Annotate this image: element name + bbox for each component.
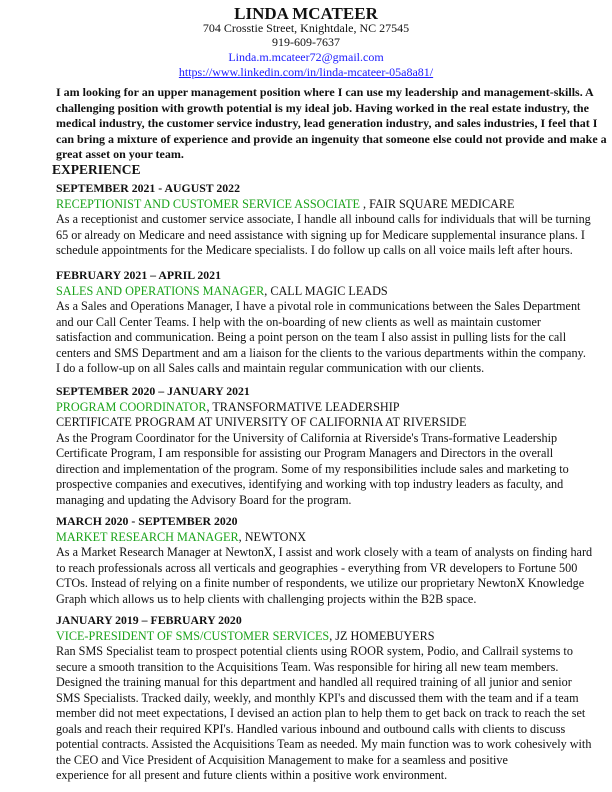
job-employer: , FAIR SQUARE MEDICARE — [359, 196, 515, 211]
job-entry — [56, 514, 606, 607]
job-employer: , CALL MAGIC LEADS — [264, 283, 388, 298]
job-description-line: secure a smooth transition to the Acquisitions Team. Was responsible for hiring all new team members. — [56, 659, 559, 674]
summary-line: can bring a mixture of experience and provide an ingenuity that someone else could not provide and make a — [56, 131, 607, 146]
job-description-line: managing and updating the Advisory Board for the program. — [56, 492, 352, 507]
job-description-line: As a Market Research Manager at NewtonX, I assist and work closely with a team of analysts on finding hard — [56, 545, 593, 559]
job-title: RECEPTIONIST AND CUSTOMER SERVICE ASSOCIATE — [56, 196, 360, 211]
job-description-line: member did not meet expectations, I devised an action plan to help them to get back on track to reach the set — [56, 706, 586, 720]
job-description-line: goals and reach their required KPI's. Handled various inbound and outbound calls with clients to discuss — [56, 721, 566, 736]
job-description-line: direction and implementation of the program. Some of my responsibilities include sales and marketing to — [56, 461, 569, 476]
job-title: SALES AND OPERATIONS MANAGER — [56, 283, 265, 298]
job-description-line: the CEO and Vice President of Acquisition Management to make for a seamless and positive — [56, 752, 508, 767]
phone: 919-609-7637 — [272, 35, 340, 49]
job-description-line: to reach professionals across all verticals and geographies - everything from VR developers to Fortune 500 — [56, 560, 578, 575]
job-description-line: As the Program Coordinator for the University of California at Riverside's Trans-formative Leadership — [56, 430, 558, 445]
job-entry — [56, 268, 606, 377]
job-dates: SEPTEMBER 2020 – JANUARY 2021 — [56, 384, 250, 398]
job-employer: , JZ HOMEBUYERS — [329, 628, 435, 643]
job-description-line: and our Call Center Teams. I help with the on-boarding of new clients as well as maintain customer — [56, 314, 541, 329]
address: 704 Crosstie Street, Knightdale, NC 27545 — [202, 21, 410, 35]
job-description-line: As a receptionist and customer service associate, I handle all inbound calls for individuals that will be turning — [56, 212, 591, 226]
job-dates: SEPTEMBER 2021 - AUGUST 2022 — [56, 181, 240, 195]
job-description-line: CTOs. Instead of relying on a finite number of respondents, we utilize our proprietary NewtonX Knowledge — [56, 576, 585, 590]
candidate-name: LINDA MCATEER — [234, 4, 378, 23]
job-dates: JANUARY 2019 – FEBRUARY 2020 — [56, 613, 242, 627]
job-entry — [56, 384, 606, 508]
job-employer-continued: CERTIFICATE PROGRAM AT UNIVERSITY OF CALIFORNIA AT RIVERSIDE — [56, 415, 467, 429]
experience-heading: EXPERIENCE — [52, 162, 141, 177]
summary-line: great asset on your team. — [56, 147, 184, 162]
job-dates: FEBRUARY 2021 – APRIL 2021 — [56, 268, 221, 282]
job-description-line: Graph which allows us to help clients with challenging projects within the B2B space. — [56, 591, 477, 606]
job-description-line: 65 or already on Medicare and need assistance with signing up for Medicare supplemental insurance plans. I — [56, 227, 585, 242]
summary-line: I am looking for an upper management position where I can use my leadership and management-skills. A — [56, 85, 594, 99]
job-entry — [56, 181, 606, 259]
summary-line: medical industry, the customer service industry, lead generation industry, and sales industries, I feel that I — [56, 116, 598, 131]
linkedin-link[interactable]: https://www.linkedin.com/in/linda-mcateer-05a8a81/ — [178, 65, 434, 79]
job-description-line: Designed the training manual for this department and handled all required training of all junior and senior — [56, 675, 572, 689]
job-description-line: Ran SMS Specialist team to prospect potential clients using ROOR system, Podio, and Callrail systems to — [56, 644, 573, 658]
job-description-line: potential contracts. Assisted the Acquisitions Team as needed. My main function was to work cohesively with — [56, 737, 592, 751]
job-title: MARKET RESEARCH MANAGER — [56, 529, 239, 544]
job-description-line: As a Sales and Operations Manager, I have a pivotal role in communications between the Sales Department — [56, 299, 581, 313]
summary — [56, 85, 606, 163]
job-employer: , NEWTONX — [238, 529, 307, 544]
job-title: PROGRAM COORDINATOR — [56, 399, 207, 414]
job-description-line: Certificate Program, I am responsible for assisting our Program Managers and Directors in the overall — [56, 446, 554, 460]
job-description-line: satisfaction and communication. Being a point person on the team I also assist in pulling lists for the call — [56, 330, 567, 344]
job-description-line: centers and SMS Department and am a liaison for the clients to the various departments within the company. — [56, 345, 586, 360]
job-entry — [56, 613, 606, 784]
job-description-line: I do a follow-up on all Sales calls and maintain regular communication with our clients. — [56, 361, 485, 375]
job-description-line: schedule appointments for the Medicare specialists. I do follow up calls on all voice mails left after hours. — [56, 243, 573, 257]
job-description-line: SMS Specialists. Tracked daily, weekly, and monthly KPI's and discussed them with the team and if a team — [56, 690, 579, 705]
job-dates: MARCH 2020 - SEPTEMBER 2020 — [56, 514, 238, 528]
job-employer: , TRANSFORMATIVE LEADERSHIP — [206, 399, 400, 414]
summary-line: challenging position with growth potential is my ideal job. Having worked in the real estate industry, the — [56, 100, 589, 115]
job-title: VICE-PRESIDENT OF SMS/CUSTOMER SERVICES — [56, 628, 330, 643]
job-description-line: prospective companies and executives, identifying and working with top industry leaders as faculty, and — [56, 477, 564, 491]
job-description-line: experience for all present and future clients within a positive work environment. — [56, 768, 448, 782]
email-link[interactable]: Linda.m.mcateer72@gmail.com — [228, 50, 384, 64]
